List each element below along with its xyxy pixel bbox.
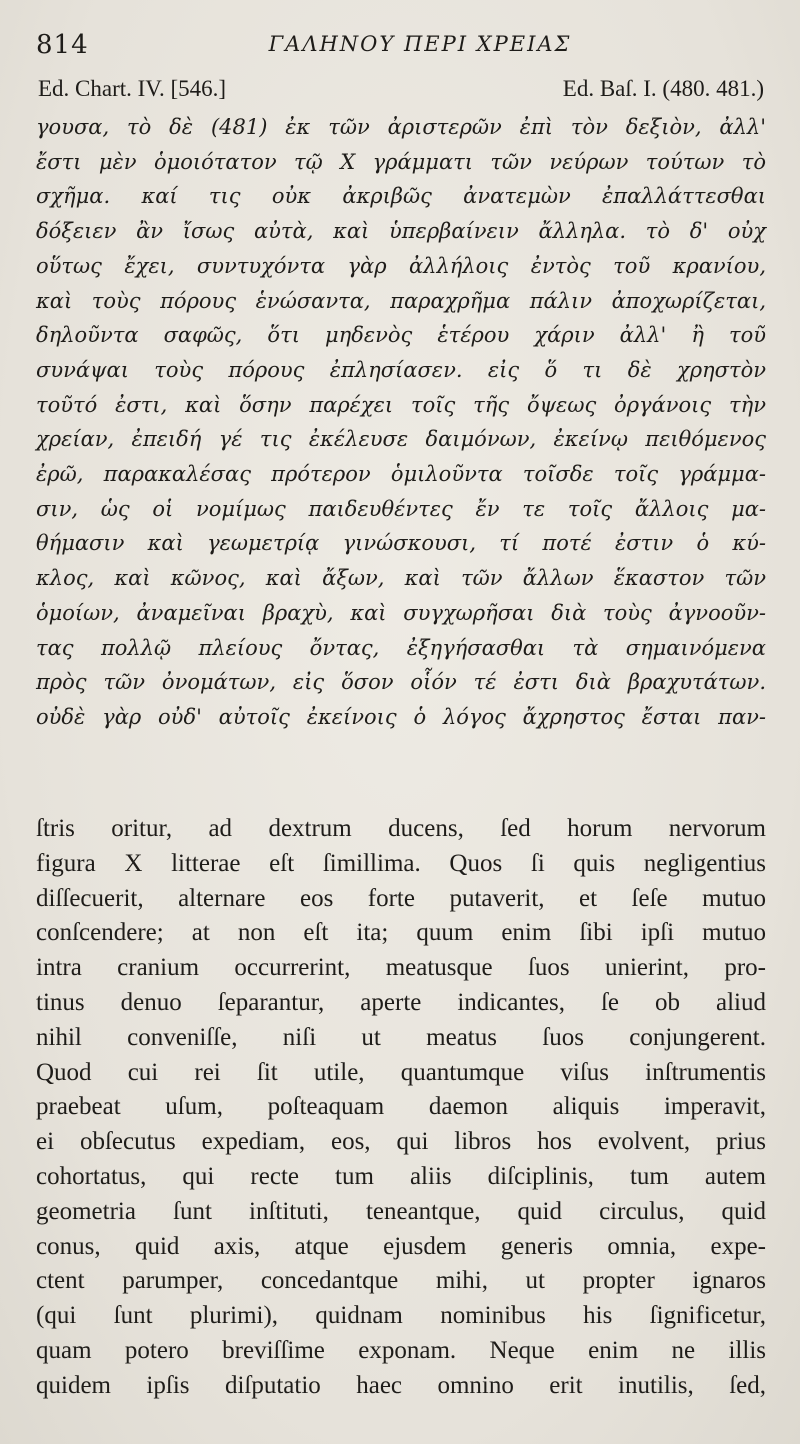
greek-line: οὐδὲ γὰρ οὐδ' αὐτοῖς ἐκείνοις ὁ λόγος ἄχρηστος ἔσται παν- (36, 704, 766, 729)
latin-line: tinus denuo ſeparantur, aperte indicantes, ſe ob aliud (36, 988, 766, 1016)
greek-line: σιν, ὡς οἱ νομίμως παιδευθέντες ἔν τε τοῖς ἄλλοις μα- (36, 496, 766, 521)
page-number: 814 (36, 30, 89, 60)
latin-line: praebeat uſum, poſteaquam daemon aliquis imperavit, (36, 1093, 766, 1121)
page-header (36, 30, 764, 64)
greek-text-block (36, 110, 766, 735)
running-title: ΓΑΛΗΝΟΥ ΠΕΡΙ ΧΡΕΙΑΣ (268, 32, 572, 56)
latin-line: diſſecuerit, alternare eos forte putaverit, et ſeſe mutuo (36, 884, 766, 912)
latin-line: geometria ſunt inſtituti, teneantque, quid circulus, quid (36, 1197, 766, 1225)
greek-line: δόξειεν ἂν ἴσως αὐτὰ, καὶ ὑπερβαίνειν ἄλληλα. τὸ δ' οὐχ (36, 219, 766, 244)
greek-line: ἐρῶ, παρακαλέσας πρότερον ὁμιλοῦντα τοῖσδε τοῖς γράμμα- (36, 462, 766, 487)
edition-references (38, 76, 764, 106)
greek-line: θήμασιν καὶ γεωμετρίᾳ γινώσκουσι, τί ποτέ ἐστιν ὁ κύ- (36, 531, 766, 556)
latin-line: intra cranium occurrerint, meatusque ſuos unierint, pro- (36, 954, 766, 982)
greek-line: κλος, καὶ κῶνος, καὶ ἄξων, καὶ τῶν ἄλλων ἕκαστον τῶν (36, 566, 766, 591)
greek-line: πρὸς τῶν ὀνομάτων, εἰς ὅσον οἷόν τέ ἐστι διὰ βραχυτάτων. (36, 670, 766, 695)
latin-line: (qui ſunt plurimi), quidnam nominibus his ſignificetur, (36, 1302, 766, 1330)
latin-line: nihil conveniſſe, niſi ut meatus ſuos conjungerent. (36, 1023, 766, 1051)
greek-line: χρείαν, ἐπειδή γέ τις ἐκέλευσε δαιμόνων, ἐκείνῳ πειθόμενος (36, 427, 766, 452)
greek-line: συνάψαι τοὺς πόρους ἐπλησίασεν. εἰς ὅ τι δὲ χρηστὸν (36, 357, 766, 382)
greek-line: καὶ τοὺς πόρους ἑνώσαντα, παραχρῆμα πάλιν ἀποχωρίζεται, (36, 288, 766, 313)
latin-line: conſcendere; at non eſt ita; quum enim ſibi ipſi mutuo (36, 919, 766, 947)
edition-basel-reference: Ed. Baſ. I. (480. 481.) (562, 76, 764, 101)
greek-line: οὕτως ἔχει, συντυχόντα γὰρ ἀλλήλοις ἐντὸς τοῦ κρανίου, (36, 253, 766, 278)
latin-line: ſtris oritur, ad dextrum ducens, ſed horum nervorum (36, 815, 766, 842)
latin-line: figura X litterae eſt ſimillima. Quos ſi quis negligentius (36, 849, 766, 877)
greek-line: δηλοῦντα σαφῶς, ὅτι μηδενὸς ἑτέρου χάριν ἀλλ' ἢ τοῦ (36, 323, 766, 348)
latin-text-block (36, 812, 766, 1404)
latin-line: quam potero breviſſime exponam. Neque enim ne illis (36, 1336, 766, 1364)
latin-line: ei obſecutus expediam, eos, qui libros hos evolvent, prius (36, 1128, 766, 1156)
edition-chartier-reference: Ed. Chart. IV. [546.] (38, 76, 227, 101)
latin-line: ctent parumper, concedantque mihi, ut propter ignaros (36, 1267, 766, 1295)
greek-line: τοῦτό ἐστι, καὶ ὅσην παρέχει τοῖς τῆς ὄψεως ὀργάνοις τὴν (36, 392, 766, 417)
latin-line: conus, quid axis, atque ejusdem generis omnia, expe- (36, 1232, 766, 1260)
greek-line: τας πολλῷ πλείους ὄντας, ἐξηγήσασθαι τὰ σημαινόμενα (36, 635, 766, 660)
latin-line: cohortatus, qui recte tum aliis diſciplinis, tum autem (36, 1162, 766, 1190)
greek-line: ἔστι μὲν ὁμοιότατον τῷ Χ γράμματι τῶν νεύρων τούτων τὸ (36, 149, 766, 174)
greek-line: ὁμοίων, ἀναμεῖναι βραχὺ, καὶ συγχωρῆσαι διὰ τοὺς ἀγνοοῦν- (36, 600, 766, 625)
latin-line: quidem ipſis diſputatio haec omnino erit inutilis, ſed, (36, 1371, 766, 1399)
greek-line: γουσα, τὸ δὲ (481) ἐκ τῶν ἀριστερῶν ἐπὶ τὸν δεξιὸν, ἀλλ' (36, 115, 766, 139)
latin-line: Quod cui rei ſit utile, quantumque viſus inſtrumentis (36, 1058, 766, 1086)
greek-line: σχῆμα. καί τις οὐκ ἀκριβῶς ἀνατεμὼν ἐπαλλάττεσθαι (36, 184, 766, 209)
